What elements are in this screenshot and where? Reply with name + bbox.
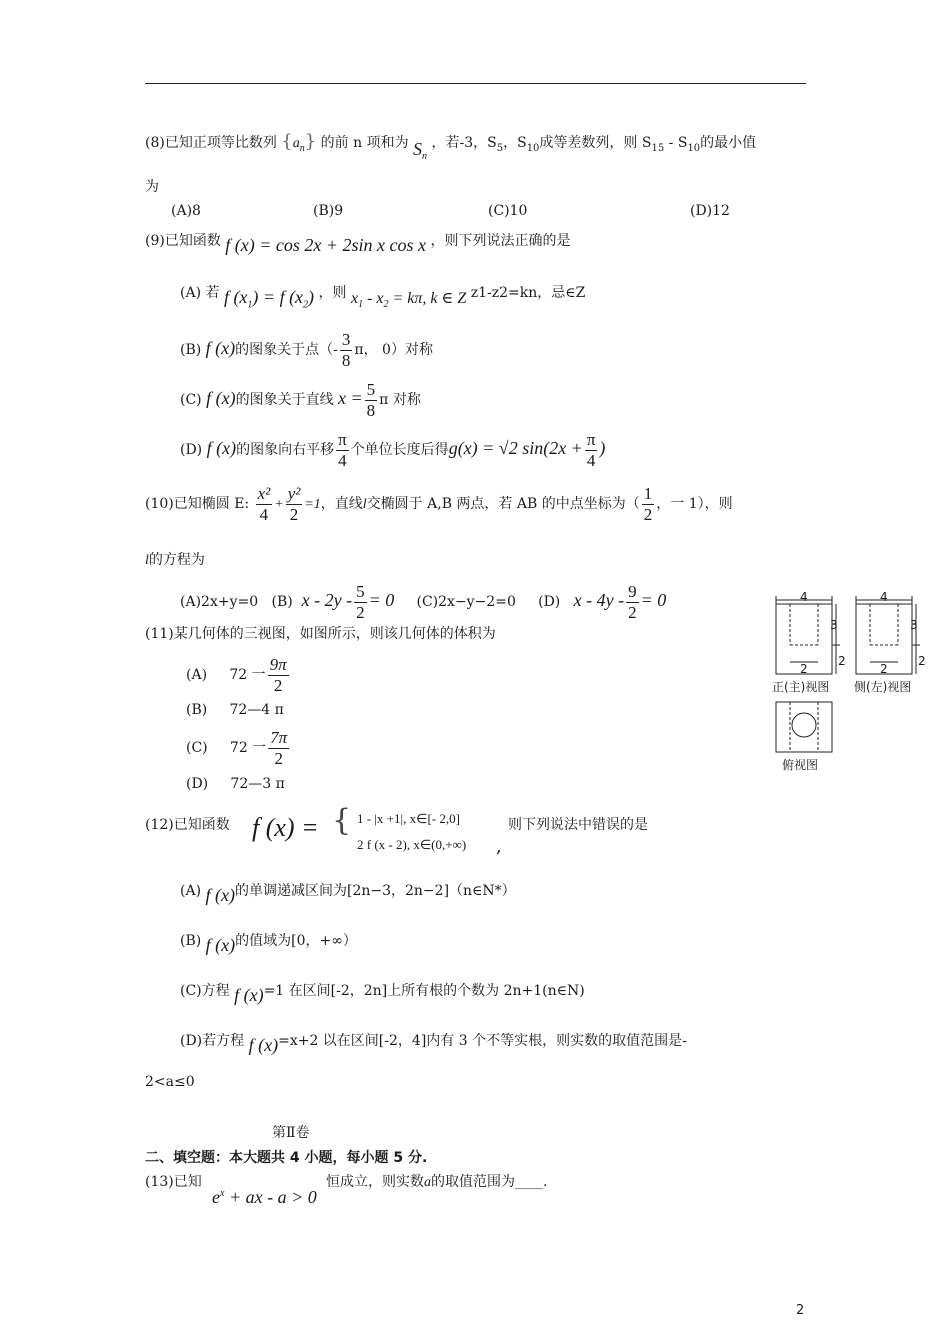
q12-a-fx: f (x) xyxy=(205,885,235,905)
q9-stem-part2: ，则下列说法正确的是 xyxy=(430,233,571,249)
section-heading: 二、填空题：本大题共 4 小题，每小题 5 分. xyxy=(145,1150,428,1166)
q12-fx: f (x) = xyxy=(252,813,319,842)
q9-d-frac1: $\frac{\pi}{4}$ xyxy=(338,430,347,470)
q10-stem-part4: ，一 1），则 xyxy=(656,496,733,513)
q9-d-label: (D) xyxy=(180,442,203,459)
q11-a-label: (A) xyxy=(186,667,208,684)
q9-a-label: (A) 若 xyxy=(180,285,220,301)
q10-option-d-expr: x - 4y - xyxy=(573,590,625,611)
three-view-figure xyxy=(770,590,930,772)
q9-option-c xyxy=(180,380,421,420)
q10-l: l xyxy=(362,497,367,513)
q12-c-text: =1 在区间[-2，2n]上所有根的个数为 2n+1(n∈N) xyxy=(263,983,585,999)
q12-d-text: =x+2 以在区间[-2，4]内有 3 个不等实根，则实数的取值范围是- xyxy=(278,1033,687,1049)
q13-a: a xyxy=(424,1175,431,1190)
q11-a-expr: 72 一 xyxy=(229,667,266,684)
q12-option-b xyxy=(180,930,357,955)
q9-a-sub2: 2 xyxy=(303,299,309,311)
q10-stem xyxy=(145,484,733,524)
side-dim-2-right: 2 xyxy=(918,654,926,668)
q9-formula: f (x) = cos 2x + 2sin x cos x xyxy=(225,235,427,255)
q9-a-formula2: $x_1 - x_2 = k\pi$, k ∈ Z xyxy=(350,290,467,311)
q10-option-b-eq: = 0 xyxy=(368,590,395,611)
q8-option-b: (B)9 xyxy=(313,203,344,219)
q12-a-text: 的单调递减区间为[2n−3，2n−2]（n∈N*） xyxy=(234,883,516,899)
q11-option-d xyxy=(186,777,285,791)
brace-right: } xyxy=(304,131,317,152)
q12-b-text: 的值域为[0，+∞） xyxy=(235,933,357,949)
q10-frac-y: $\frac{\text{y²}}{2}$ xyxy=(287,484,301,524)
q9-c-x: x = xyxy=(338,388,363,409)
q10-option-b-label: (B) xyxy=(271,594,293,611)
q9-d-fx: f (x) xyxy=(206,438,237,459)
q12-stem-part1: (12)已知函数 xyxy=(145,817,230,833)
q9-c-fx: f (x) xyxy=(206,388,236,409)
q9-d-frac2: $\frac{\pi}{4}$ xyxy=(586,430,596,470)
q10-stem-part1: (10)已知椭圆 E: xyxy=(145,496,250,513)
q10-eq1: =1 xyxy=(304,497,321,513)
header-rule xyxy=(145,83,806,84)
q11-option-b xyxy=(186,703,284,717)
q8-stem-part7: 的最小值 xyxy=(700,135,757,151)
q11-d-label: (D) xyxy=(186,776,209,792)
front-view-label: 正(主)视图 xyxy=(772,680,830,694)
q10-plus: + xyxy=(274,497,284,513)
q10-frac-mid: $\frac{1}{2}$ xyxy=(643,484,653,524)
q11-c-expr: 72 一 xyxy=(229,740,267,757)
q9-c-text2: π 对称 xyxy=(379,392,421,409)
q8-stem-line1 xyxy=(145,131,757,162)
q8-stem-part4: ，S xyxy=(503,135,527,151)
q10-stem-part3: 交椭圆于 A,B 两点，若 AB 的中点坐标为（ xyxy=(366,496,640,513)
q10-option-d-label: (D) xyxy=(538,594,561,611)
top-view-label: 俯视图 xyxy=(782,758,819,772)
q11-stem: (11)某几何体的三视图，如图所示，则该几何体的体积为 xyxy=(145,626,496,642)
side-dim-2-bottom: 2 xyxy=(880,662,888,676)
brace-left: { xyxy=(281,131,293,152)
front-dim-2-bottom: 2 xyxy=(800,662,808,676)
front-dim-4: 4 xyxy=(800,590,808,604)
seq-symbol: a xyxy=(292,136,300,151)
q12-b-label: (B) xyxy=(180,933,202,949)
q12-d-fx: f (x) xyxy=(248,1035,279,1055)
q8-option-d: (D)12 xyxy=(690,203,730,219)
q9-d-formula-end: ) xyxy=(599,438,606,459)
q12-a-label: (A) xyxy=(180,883,202,899)
q12-case-2: 2 f (x - 2), x∈(0,+∞) xyxy=(357,837,467,852)
q10-option-b-frac: $\frac{5}{2}$ xyxy=(356,582,365,622)
q9-a-sub1: 1 xyxy=(247,299,253,311)
q13-stem-rest xyxy=(326,1175,547,1190)
q8-stem-part5: 成等差数列，则 S xyxy=(539,135,652,151)
page-number: 2 xyxy=(796,1303,805,1318)
q10-option-d-eq: = 0 xyxy=(640,590,667,611)
q11-option-c xyxy=(186,728,291,768)
sum-symbol: S xyxy=(413,139,423,159)
side-view-label: 侧(左)视图 xyxy=(854,680,912,694)
q10-frac-x: $\frac{\text{x²}}{4}$ xyxy=(257,484,271,524)
q9-c-label: (C) xyxy=(180,392,202,409)
q8-sub-15: 15 xyxy=(651,142,665,154)
sum-sub: n xyxy=(422,150,428,162)
q9-c-text1: 的图象关于直线 xyxy=(235,392,334,409)
q8-option-a: (A)8 xyxy=(171,203,201,219)
side-dim-3: 3 xyxy=(910,618,918,632)
q9-a-formula: f $(x_1) = f$ $(x_2)$ xyxy=(223,287,315,311)
q9-stem-part1: (9)已知函数 xyxy=(145,233,221,249)
q12-c-label: (C)方程 xyxy=(180,983,230,999)
side-dim-4: 4 xyxy=(880,590,888,604)
q9-d-formula: g(x) = √2 sin(2x + xyxy=(448,438,583,459)
q13-stem-part3: 的取值范围为____. xyxy=(431,1174,548,1190)
q10-option-d-frac: $\frac{9}{2}$ xyxy=(628,582,637,622)
q11-c-frac: $\frac{7\pi}{2}$ xyxy=(270,728,288,768)
q11-d-expr: 72—3 π xyxy=(230,776,285,792)
q10-line2-l: l xyxy=(145,553,149,568)
q9-b-text2: π， 0）对称 xyxy=(354,342,433,359)
q8-stem-part2: 的前 n 项和为 xyxy=(320,135,409,151)
q10-option-b-expr: x - 2y - xyxy=(301,590,353,611)
q11-b-expr: 72—4 π xyxy=(229,702,284,718)
seq-sub: n xyxy=(299,142,305,154)
q9-b-label: (B) xyxy=(180,342,202,359)
q10-option-c: (C)2x−y−2=0 xyxy=(416,594,516,611)
q8-option-c: (C)10 xyxy=(488,203,528,219)
q8-stem-part6: - S xyxy=(664,135,688,151)
volume-title: 第Ⅱ卷 xyxy=(272,1125,310,1141)
q12-comma: , xyxy=(496,836,502,857)
q11-b-label: (B) xyxy=(186,702,208,718)
q8-stem-line2: 为 xyxy=(145,179,159,195)
q9-b-text1: 的图象关于点（- xyxy=(235,342,338,359)
q8-sub-10a: 10 xyxy=(526,142,540,154)
front-dim-3: 3 xyxy=(830,618,838,632)
q9-d-text2: 个单位长度后得 xyxy=(350,442,449,459)
q9-b-fx: f (x) xyxy=(205,338,236,359)
q13-stem-part2: 恒成立，则实数 xyxy=(326,1174,424,1190)
q9-d-text1: 的图象向右平移 xyxy=(236,442,335,459)
q10-option-a: (A)2x+y=0 xyxy=(180,594,259,611)
q9-a-tail: z1-z2=kn，忌∈Z xyxy=(470,285,586,301)
q12-option-d-line2: 2<a≤0 xyxy=(145,1074,195,1090)
q9-stem xyxy=(145,230,571,255)
q12-c-fx: f (x) xyxy=(234,985,264,1005)
q12-option-c xyxy=(180,980,585,1005)
q9-option-b xyxy=(180,330,433,370)
q8-sub-5: 5 xyxy=(496,142,504,154)
q8-stem-part1: (8)已知正项等比数列 xyxy=(145,135,277,151)
q9-b-frac: $\frac{3}{8}$ xyxy=(341,330,351,370)
q12-d-label: (D)若方程 xyxy=(180,1033,245,1049)
q9-c-frac: $\frac{5}{8}$ xyxy=(366,380,376,420)
q10-stem-part2: ，直线 xyxy=(320,496,363,513)
q12-stem-part2: 则下列说法中错误的是 xyxy=(508,817,648,833)
q9-option-a xyxy=(180,282,586,311)
q13-formula: $e^x$ + ax - a > 0 xyxy=(212,1187,317,1207)
q12-case-1: 1 - |x +1|, x∈[- 2,0] xyxy=(357,811,460,826)
q11-c-label: (C) xyxy=(186,740,208,757)
q12-option-d xyxy=(180,1030,687,1055)
q13-stem-part1: (13)已知 xyxy=(145,1174,202,1190)
q12-b-fx: f (x) xyxy=(205,935,236,955)
q11-option-a xyxy=(186,655,291,695)
q11-a-frac: $\frac{9\pi}{2}$ xyxy=(269,655,287,695)
q8-stem-part3: ，若-3，S xyxy=(431,135,497,151)
q10-line2-text: 的方程为 xyxy=(148,552,205,568)
q9-a-mid: ，则 xyxy=(318,285,347,301)
q12-brace: { xyxy=(332,803,352,838)
q12-option-a xyxy=(180,880,516,905)
q8-sub-10b: 10 xyxy=(687,142,701,154)
q10-line2 xyxy=(145,553,205,568)
q9-option-d xyxy=(180,430,605,470)
q10-options xyxy=(180,582,666,622)
front-dim-2-right: 2 xyxy=(838,654,846,668)
